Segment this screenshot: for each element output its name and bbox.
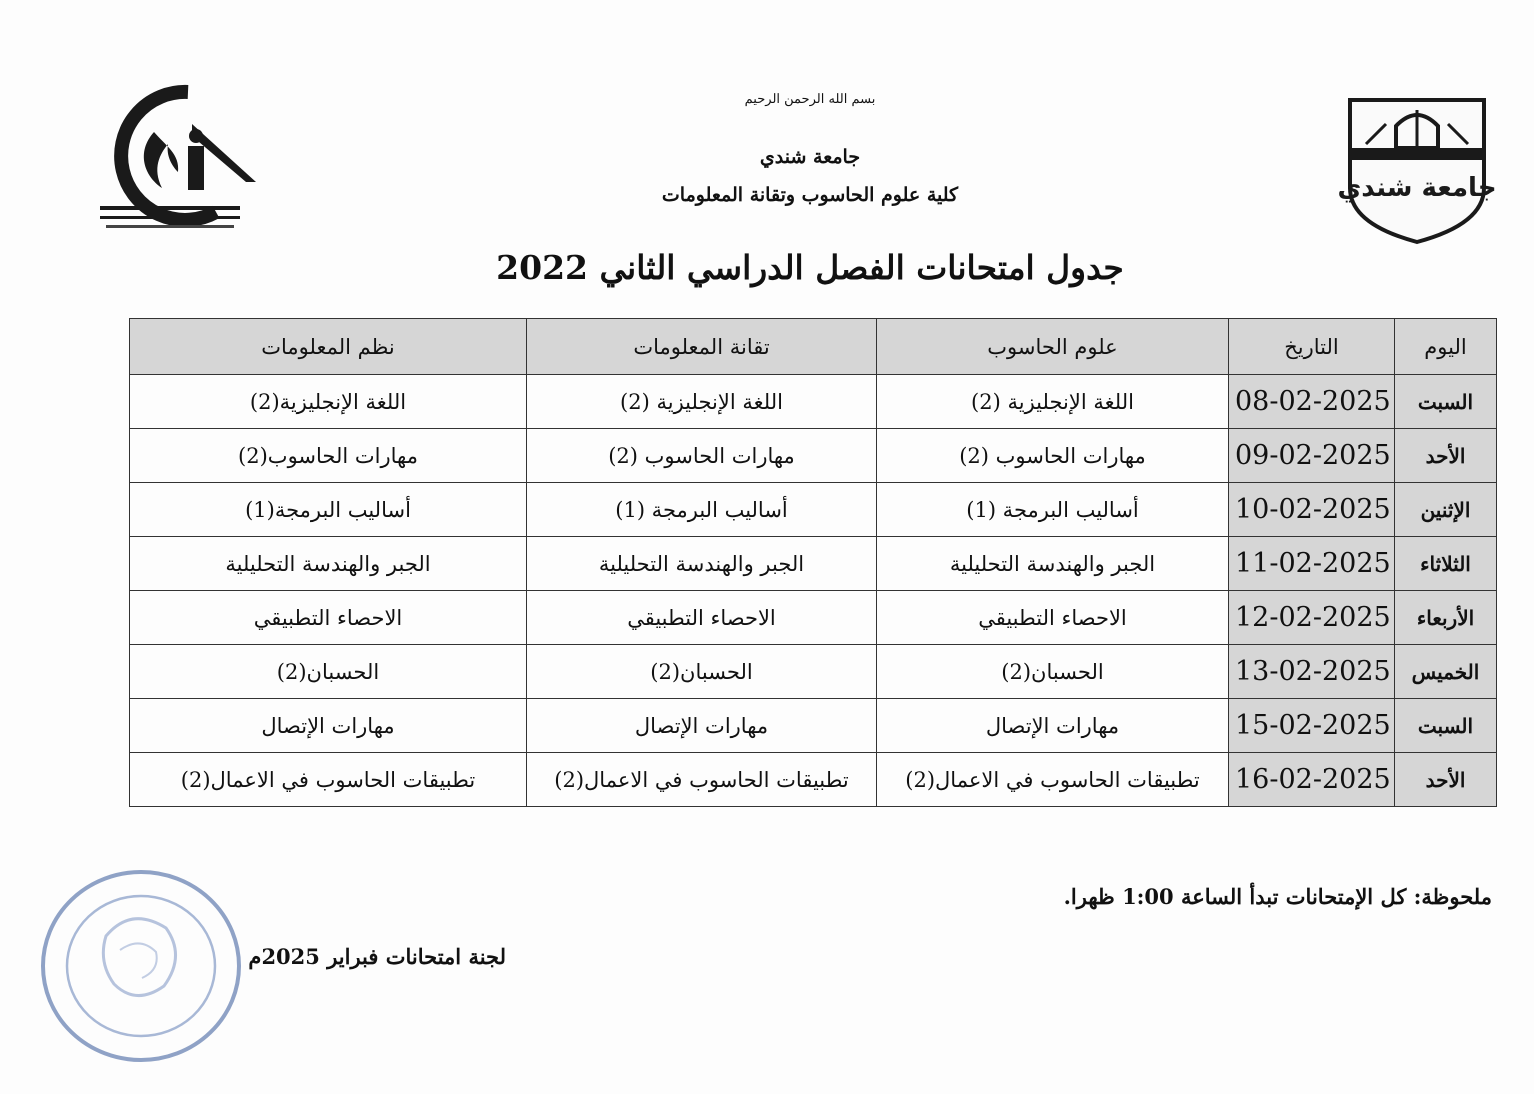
- row-day: السبت: [1395, 375, 1497, 429]
- row-it-course: أساليب البرمجة (1): [527, 483, 877, 537]
- exam-time-note: ملحوظة: كل الإمتحانات تبدأ الساعة 1:00 ظهرا.: [1063, 884, 1492, 909]
- row-date: 12-02-2025: [1229, 591, 1395, 645]
- university-logo-text: جامعة شندي: [1337, 173, 1497, 203]
- header-information-systems: نظم المعلومات: [130, 319, 527, 375]
- committee-signature: لجنة امتحانات فبراير 2025م: [248, 944, 506, 969]
- row-it-course: مهارات الإتصال: [527, 699, 877, 753]
- row-is-course: مهارات الإتصال: [130, 699, 527, 753]
- row-is-course: اللغة الإنجليزية(2): [130, 375, 527, 429]
- header-date: التاريخ: [1229, 319, 1395, 375]
- row-cs-course: أساليب البرمجة (1): [877, 483, 1229, 537]
- row-date: 13-02-2025: [1229, 645, 1395, 699]
- row-day: الخميس: [1395, 645, 1497, 699]
- row-day: الثلاثاء: [1395, 537, 1497, 591]
- table-row: [130, 375, 1497, 429]
- table-row: [130, 645, 1497, 699]
- header-computer-science: علوم الحاسوب: [877, 319, 1229, 375]
- row-date: 09-02-2025: [1229, 429, 1395, 483]
- table-row: [130, 753, 1497, 807]
- committee-stamp-icon: [36, 866, 246, 1066]
- row-date: 16-02-2025: [1229, 753, 1395, 807]
- page-title: جدول امتحانات الفصل الدراسي الثاني 2022: [496, 248, 1124, 287]
- row-it-course: الحسبان(2): [527, 645, 877, 699]
- row-cs-course: الحسبان(2): [877, 645, 1229, 699]
- exam-schedule-table: [129, 318, 1497, 807]
- row-date: 10-02-2025: [1229, 483, 1395, 537]
- table-row: [130, 483, 1497, 537]
- row-it-course: الجبر والهندسة التحليلية: [527, 537, 877, 591]
- row-cs-course: تطبيقات الحاسوب في الاعمال(2): [877, 753, 1229, 807]
- row-day: الأحد: [1395, 753, 1497, 807]
- row-cs-course: مهارات الإتصال: [877, 699, 1229, 753]
- row-cs-course: الاحصاء التطبيقي: [877, 591, 1229, 645]
- college-logo-icon: [96, 84, 264, 242]
- row-date: 11-02-2025: [1229, 537, 1395, 591]
- bismillah: بسم الله الرحمن الرحيم: [744, 92, 876, 107]
- row-it-course: مهارات الحاسوب (2): [527, 429, 877, 483]
- row-is-course: الاحصاء التطبيقي: [130, 591, 527, 645]
- table-row: [130, 699, 1497, 753]
- table-header-row: [130, 319, 1497, 375]
- row-day: الأحد: [1395, 429, 1497, 483]
- college-name: كلية علوم الحاسوب وتقانة المعلومات: [661, 184, 959, 206]
- table-row: [130, 591, 1497, 645]
- row-date: 15-02-2025: [1229, 699, 1395, 753]
- row-it-course: اللغة الإنجليزية (2): [527, 375, 877, 429]
- row-date: 08-02-2025: [1229, 375, 1395, 429]
- row-is-course: مهارات الحاسوب(2): [130, 429, 527, 483]
- row-it-course: تطبيقات الحاسوب في الاعمال(2): [527, 753, 877, 807]
- row-it-course: الاحصاء التطبيقي: [527, 591, 877, 645]
- university-logo-icon: [1337, 96, 1497, 246]
- row-is-course: أساليب البرمجة(1): [130, 483, 527, 537]
- table-row: [130, 429, 1497, 483]
- row-cs-course: الجبر والهندسة التحليلية: [877, 537, 1229, 591]
- row-is-course: تطبيقات الحاسوب في الاعمال(2): [130, 753, 527, 807]
- header-day: اليوم: [1395, 319, 1497, 375]
- table-row: [130, 537, 1497, 591]
- row-day: الإثنين: [1395, 483, 1497, 537]
- university-name: جامعة شندي: [759, 146, 861, 168]
- row-day: الأربعاء: [1395, 591, 1497, 645]
- row-cs-course: اللغة الإنجليزية (2): [877, 375, 1229, 429]
- row-cs-course: مهارات الحاسوب (2): [877, 429, 1229, 483]
- row-is-course: الحسبان(2): [130, 645, 527, 699]
- row-day: السبت: [1395, 699, 1497, 753]
- header-information-technology: تقانة المعلومات: [527, 319, 877, 375]
- row-is-course: الجبر والهندسة التحليلية: [130, 537, 527, 591]
